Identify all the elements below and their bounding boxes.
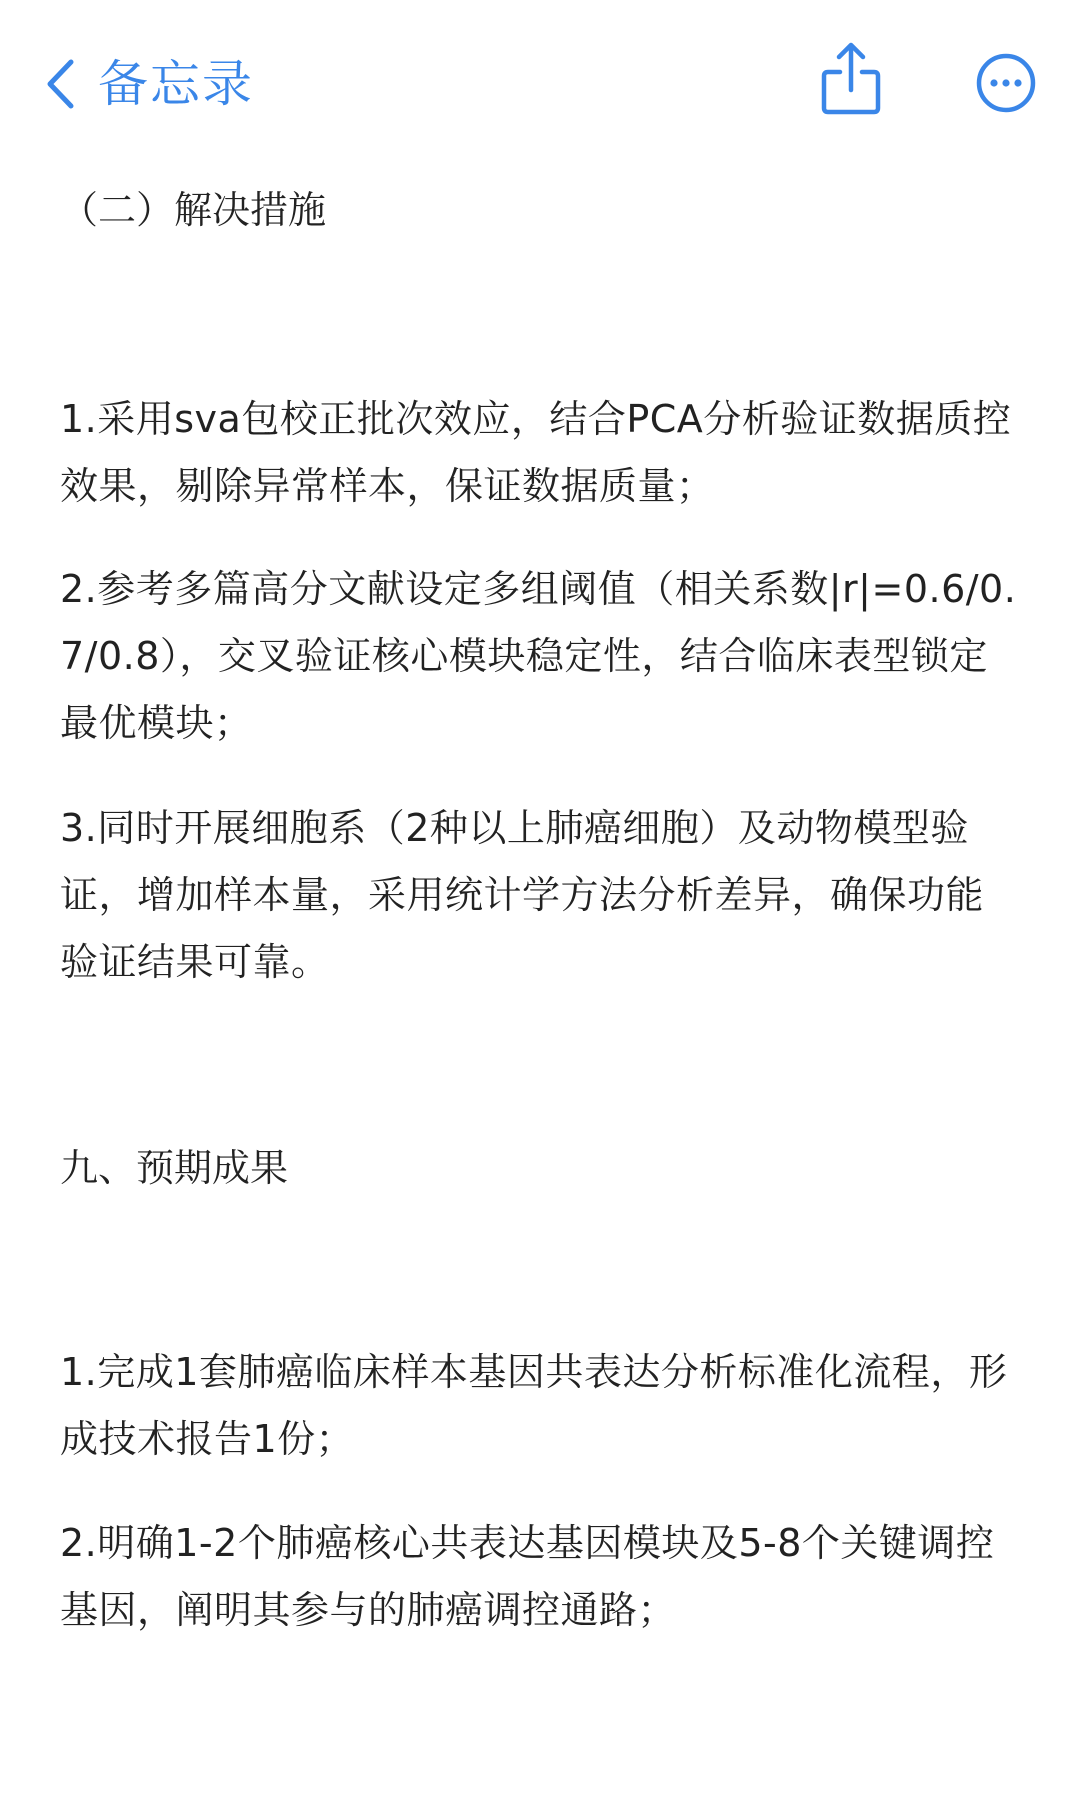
measure-item: 3.同时开展细胞系（2种以上肺癌细胞）及动物模型验证，增加样本量，采用统计学方法分析差异，确保功能验证结果可靠。: [60, 806, 985, 984]
navigation-bar: [0, 0, 1080, 170]
more-icon: [975, 52, 1037, 114]
measure-item: 1.采用sva包校正批次效应，结合PCA分析验证数据质控效果，剔除异常样本，保证数据质量；: [60, 397, 1012, 508]
outcome-item: 1.完成1套肺癌临床样本基因共表达分析标准化流程，形成技术报告1份；: [60, 1350, 1008, 1461]
share-icon: [820, 40, 882, 116]
measure-item: 2.参考多篇高分文献设定多组阈值（相关系数|r|=0.6/0.7/0.8），交叉验证核心模块稳定性，结合临床表型锁定最优模块；: [60, 567, 1017, 745]
more-options-button[interactable]: [975, 52, 1037, 114]
back-button[interactable]: [44, 48, 254, 120]
back-label: 备忘录: [98, 55, 254, 113]
chevron-left-icon: [44, 58, 76, 110]
subheading: （二）解决措施: [60, 188, 327, 232]
section-heading: 九、预期成果: [60, 1146, 289, 1190]
share-button[interactable]: [820, 40, 882, 116]
outcome-item: 2.明确1-2个肺癌核心共表达基因模块及5-8个关键调控基因，阐明其参与的肺癌调控通路；: [60, 1521, 995, 1632]
